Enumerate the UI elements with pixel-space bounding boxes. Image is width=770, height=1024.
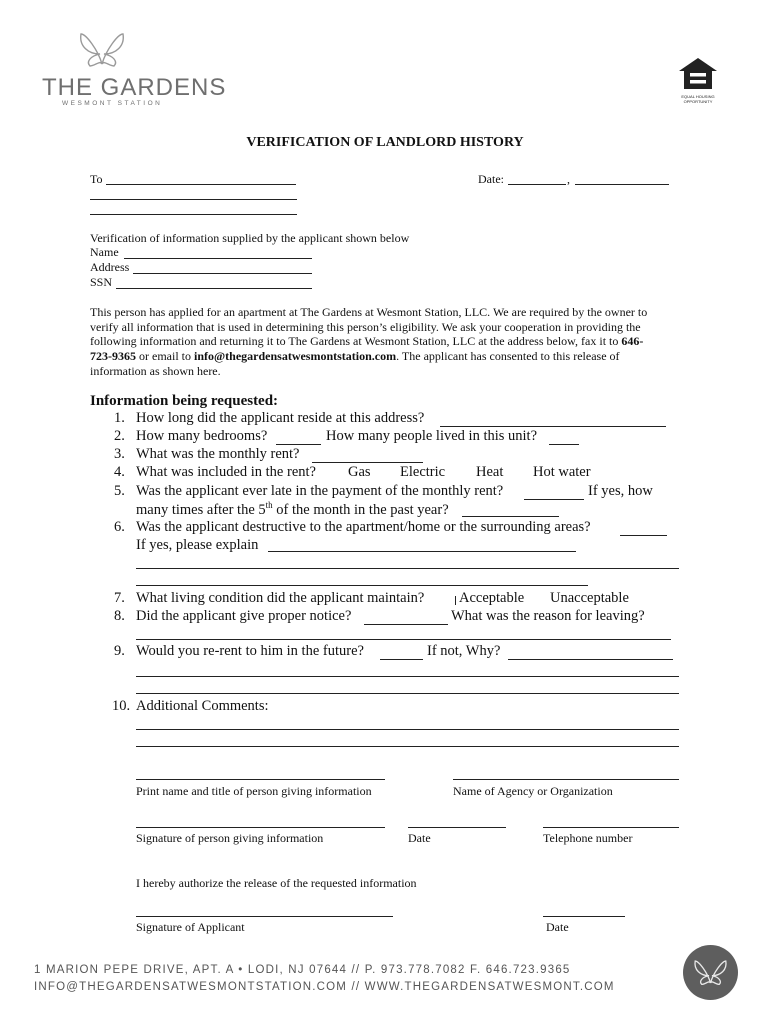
address-line[interactable] (133, 273, 312, 274)
q8-reason: What was the reason for leaving? (451, 608, 645, 624)
q7-text: What living condition did the applicant maintain? (136, 590, 425, 606)
email-link[interactable]: info@thegardensatwesmontstation.com (193, 349, 397, 363)
to-line-2[interactable] (90, 199, 297, 200)
q2-people-line[interactable] (549, 444, 579, 445)
q2-text-people: How many people lived in this unit? (326, 428, 538, 444)
q5-number: 5. (114, 483, 125, 499)
comments-line-2[interactable] (136, 746, 679, 747)
equal-housing-text: EQUAL HOUSING OPPORTUNITY (681, 94, 715, 104)
para-line-5: information as shown here. (90, 364, 221, 378)
q9-number: 9. (114, 643, 125, 659)
q6-explain-line-2[interactable] (136, 568, 679, 569)
page-title: VERIFICATION OF LANDLORD HISTORY (246, 135, 524, 150)
q1-number: 1. (114, 410, 125, 426)
para-line-4-text: or email to (136, 349, 194, 363)
q3-text: What was the monthly rent? (136, 446, 300, 462)
address-label: Address (90, 260, 130, 274)
q5-if-yes: If yes, how (588, 483, 653, 499)
date-label: Date: (478, 172, 504, 186)
agency-line[interactable] (453, 779, 679, 780)
comments-line-1[interactable] (136, 729, 679, 730)
fax-number-part-2: 723-9365 (90, 349, 136, 363)
signature-label: Signature of person giving information (136, 831, 324, 845)
name-label: Name (90, 245, 119, 259)
option-hot-water[interactable]: Hot water (533, 464, 591, 480)
date-line-1[interactable] (508, 184, 566, 185)
para-line-3 (90, 334, 643, 349)
option-heat[interactable]: Heat (476, 464, 504, 480)
q8-text: Did the applicant give proper notice? (136, 608, 352, 624)
footer-butterfly-icon (693, 956, 728, 988)
q10-text: Additional Comments: (136, 698, 269, 714)
q1-answer-line[interactable] (440, 426, 666, 427)
footer-contact: INFO@THEGARDENSATWESMONTSTATION.COM // WWW.THEGARDENSATWESMONT.COM (34, 981, 615, 993)
signature-line[interactable] (136, 827, 385, 828)
ssn-label: SSN (90, 275, 113, 289)
q4-number: 4. (114, 464, 125, 480)
q8-number: 8. (114, 608, 125, 624)
q2-text: How many bedrooms? (136, 428, 268, 444)
para-line-4 (90, 349, 620, 364)
q6-destructive-line[interactable] (620, 535, 667, 536)
q5-text: Was the applicant ever late in the payment of the monthly rent? (136, 483, 504, 499)
acceptable-checkbox[interactable] (455, 596, 456, 605)
telephone-label: Telephone number (543, 831, 633, 845)
option-electric[interactable]: Electric (400, 464, 446, 480)
applicant-date-line[interactable] (543, 916, 625, 917)
print-name-label: Print name and title of person giving information (136, 784, 372, 798)
q6-explain-line-3[interactable] (136, 585, 588, 586)
para-line-3-text: following information and returning it to The Gardens at Wesmont Station, LLC at the address below, fax it to (90, 334, 622, 348)
q5-text-continued (136, 500, 449, 519)
para-line-2: verify all information that is used in determining this person’s eligibility. We ask your cooperation in providing the (90, 320, 641, 334)
q6-explain: If yes, please explain (136, 537, 259, 553)
telephone-line[interactable] (543, 827, 679, 828)
q3-rent-line[interactable] (312, 462, 423, 463)
brand-subname: WESMONT STATION (62, 100, 163, 107)
q5-times-line[interactable] (462, 516, 559, 517)
q3-number: 3. (114, 446, 125, 462)
q4-text: What was included in the rent? (136, 464, 316, 480)
ssn-line[interactable] (116, 288, 312, 289)
applicant-signature-label: Signature of Applicant (136, 920, 245, 934)
equal-housing-icon (678, 57, 718, 91)
applicant-date-label: Date (546, 920, 569, 934)
option-unacceptable[interactable]: Unacceptable (550, 590, 629, 606)
fax-number-part-1: 646- (621, 334, 644, 348)
footer-address: 1 MARION PEPE DRIVE, APT. A • LODI, NJ 07644 // P. 973.778.7082 F. 646.723.9365 (34, 964, 571, 976)
to-line-1[interactable] (106, 184, 296, 185)
to-line-3[interactable] (90, 214, 297, 215)
para-line-4-tail: . The applicant has consented to this release of (396, 349, 620, 363)
option-gas[interactable]: Gas (348, 464, 371, 480)
q6-number: 6. (114, 519, 125, 535)
q6-text: Was the applicant destructive to the apartment/home or the surrounding areas? (136, 519, 591, 535)
q9-why-line-1[interactable] (508, 659, 673, 660)
q1-text: How long did the applicant reside at this address? (136, 410, 425, 426)
applicant-signature-line[interactable] (136, 916, 393, 917)
q2-bedrooms-line[interactable] (276, 444, 321, 445)
q9-rerent-line[interactable] (380, 659, 423, 660)
q8-reason-line[interactable] (136, 639, 671, 640)
option-acceptable[interactable]: Acceptable (459, 590, 525, 606)
q10-number: 10. (112, 698, 131, 714)
q8-notice-line[interactable] (364, 624, 448, 625)
q9-why-line-2[interactable] (136, 676, 679, 677)
name-line[interactable] (124, 258, 312, 259)
q6-explain-line-1[interactable] (268, 551, 576, 552)
q7-number: 7. (114, 590, 125, 606)
q2-number: 2. (114, 428, 125, 444)
print-name-line[interactable] (136, 779, 385, 780)
authorize-text: I hereby authorize the release of the requested information (136, 876, 417, 890)
q5-text-part-2: of the month in the past year? (272, 501, 449, 518)
info-heading: Information being requested: (90, 393, 279, 409)
q9-text: Would you re-rent to him in the future? (136, 643, 364, 659)
q5-text-part: many times after the 5 (136, 501, 266, 518)
agency-label: Name of Agency or Organization (453, 784, 613, 798)
q9-why-line-3[interactable] (136, 693, 679, 694)
butterfly-logo-icon (78, 30, 126, 68)
signature-date-label: Date (408, 831, 431, 845)
q9-why: If not, Why? (427, 643, 501, 659)
date-separator: , (567, 172, 570, 186)
para-line-1: This person has applied for an apartment at The Gardens at Wesmont Station, LLC. We are required by the owner to (90, 305, 648, 319)
to-label: To (90, 172, 103, 186)
q5-superscript: th (265, 500, 273, 510)
q5-late-line[interactable] (524, 499, 584, 500)
signature-date-line[interactable] (408, 827, 506, 828)
date-line-2[interactable] (575, 184, 669, 185)
brand-name: THE GARDENS (42, 74, 227, 101)
verify-intro: Verification of information supplied by the applicant shown below (90, 231, 410, 245)
